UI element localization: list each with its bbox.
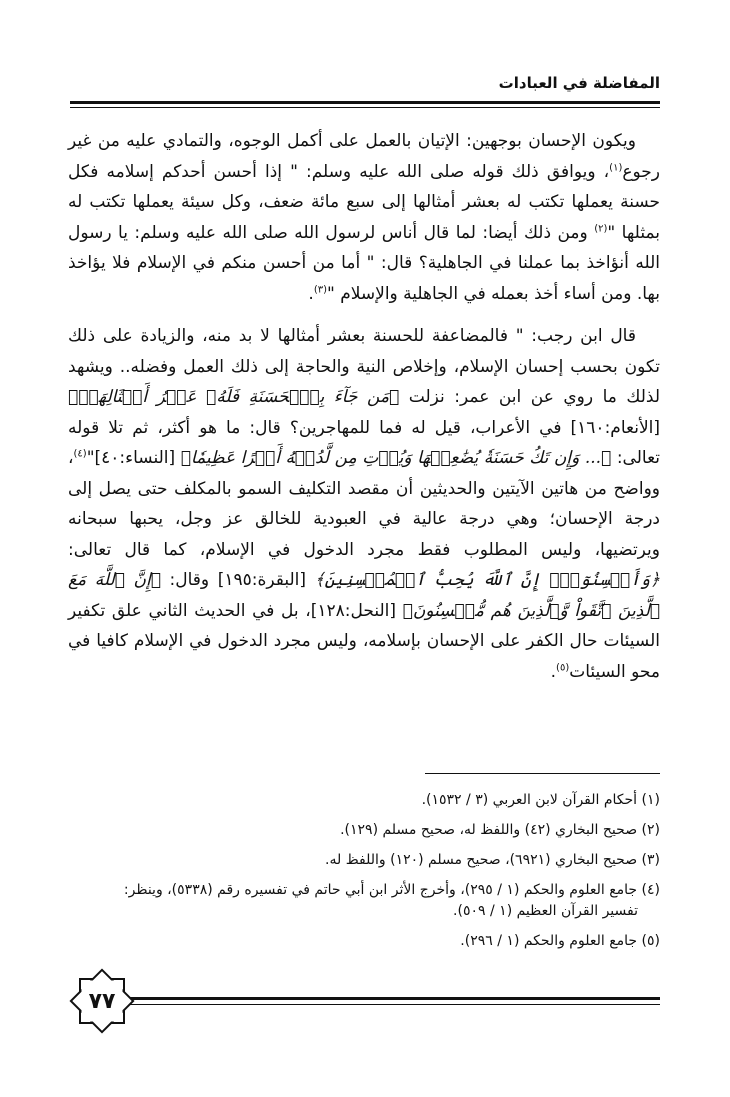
- footnote-text: صحيح البخاري (٦٩٢١)، صحيح مسلم (١٢٠) واللفظ له.: [325, 852, 638, 868]
- page-number: ٧٧: [88, 988, 116, 1014]
- footnote-ref-4[interactable]: (٤): [73, 448, 87, 460]
- paragraph-2: [68, 321, 660, 687]
- text-run: [النحل:١٢٨]، بل في الحديث الثاني علق تكفير السيئات حال الكفر على الإحسان بإسلامه، وليس مجرد الدخول في الإسلام كافيا في محو السيئات: [68, 600, 660, 682]
- text-run: [النساء:٤٠]": [86, 448, 181, 468]
- page-number-badge: [66, 965, 138, 1037]
- text-run: [الأنعام:١٦٠] في الأعراب، قيل له فما للمهاجرين؟ قال: ما هو أكثر، ثم تلا قوله تعالى:: [68, 417, 661, 468]
- text-run: .: [308, 283, 314, 304]
- footnote-number: (٣): [641, 852, 660, 868]
- footer-rule: [120, 997, 660, 1000]
- paragraph-1: [68, 126, 660, 309]
- footnote-text: جامع العلوم والحكم (١ / ٢٩٥)، وأخرج الأثر ابن أبي حاتم في تفسيره رقم (٥٣٣٨)، وينظر:: [123, 882, 638, 898]
- text-run: ويكون الإحسان بوجهين: الإتيان بالعمل على أكمل الوجوه، والتمادي عليه من غير رجوع: [68, 131, 660, 182]
- quran-verse: ﴿وَأَحۡسِنُوٓاْۚ إِنَّ ٱللَّهَ يُحِبُّ ٱلۡمُحۡسِنِينَ﴾: [314, 570, 660, 590]
- footnote-text: جامع العلوم والحكم (١ / ٢٩٦).: [460, 933, 638, 949]
- footnote-number: (٥): [641, 933, 660, 949]
- footnote-continuation: تفسير القرآن العظيم (١ / ٥٠٩).: [453, 903, 638, 919]
- footnote-4: [68, 880, 660, 922]
- header-rule: [70, 101, 660, 104]
- text-run: ومن ذلك أيضا: لما قال أناس لرسول الله صلى الله عليه وسلم: يا رسول الله أنؤاخذ بما عملنا في الجاهلية؟ قال: " أما من أحسن منكم في الإسلام فلا يؤاخذ بها. ومن أساء أخذ بعمله في الجاهلية والإسلام ": [68, 222, 660, 304]
- footnote-number: (٤): [641, 882, 660, 898]
- text-run: .: [550, 661, 557, 682]
- text-run: قال ابن رجب: " فالمضاعفة للحسنة بعشر أمثالها لا بد منه، والزيادة على ذلك تكون بحسب إحسان الإسلام، وإخلاص النية والحاجة إلى ذلك العمل وفضله.. ويشهد لذلك ما روي عن ابن عمر: نزلت: [68, 326, 660, 407]
- text-run: ، ويوافق ذلك قوله صلى الله عليه وسلم: " إذا أحسن أحدكم إسلامه فكل حسنة يعملها تكتب له بعشر أمثالها إلى سبع مائة ضعف، وكل سيئة يعملها تكتب له بمثلها ": [68, 161, 661, 243]
- footnote-ref-2[interactable]: (٢): [594, 222, 608, 234]
- footnote-separator: [425, 773, 660, 774]
- footnote-text: صحيح البخاري (٤٢) واللفظ له، صحيح مسلم (١٢٩).: [340, 822, 638, 838]
- footnote-ref-5[interactable]: (٥): [556, 661, 570, 673]
- footnote-2: [68, 820, 660, 841]
- footnote-ref-1[interactable]: (١): [609, 161, 623, 173]
- footnote-text: أحكام القرآن لابن العربي (٣ / ١٥٣٢).: [421, 792, 638, 808]
- quran-verse: ﴿... وَإِن تَكُ حَسَنَةٗ يُضَٰعِفۡهَا وَيُؤۡتِ مِن لَّدُنۡهُ أَجۡرًا عَظِيمٗا﴾: [180, 448, 612, 468]
- text-run: ، وواضح من هاتين الآيتين والحديثين أن مقصد التكليف السمو بالمكلف حتى يصل إلى درجة الإحسان؛ وهي درجة عالية في العبودية للخالق عز وجل، يحبها سبحانه ويرتضيها، وليس المطلوب فقط مجرد الدخول في الإسلام، كما قال تعالى:: [68, 448, 660, 560]
- footnotes: [68, 790, 660, 961]
- footnote-number: (٢): [641, 822, 660, 838]
- quran-verse: ﴿إِنَّ ٱللَّهَ مَعَ ٱلَّذِينَ ٱتَّقَواْ وَّٱلَّذِينَ هُم مُّحۡسِنُونَ﴾: [68, 570, 660, 621]
- quran-verse: ﴿مَن جَآءَ بِٱلۡحَسَنَةِ فَلَهُۥ عَشۡرُ أَمۡثَالِهَاۖ﴾: [68, 387, 400, 407]
- text-run: [البقرة:١٩٥] وقال:: [160, 570, 315, 590]
- footnote-5: [68, 931, 660, 952]
- main-text: [68, 126, 660, 699]
- footnote-1: [68, 790, 660, 811]
- footnote-ref-3[interactable]: (٣): [313, 283, 327, 295]
- running-title: المفاضلة في العبادات: [498, 74, 660, 92]
- footnote-number: (١): [641, 792, 660, 808]
- footnote-3: [68, 850, 660, 871]
